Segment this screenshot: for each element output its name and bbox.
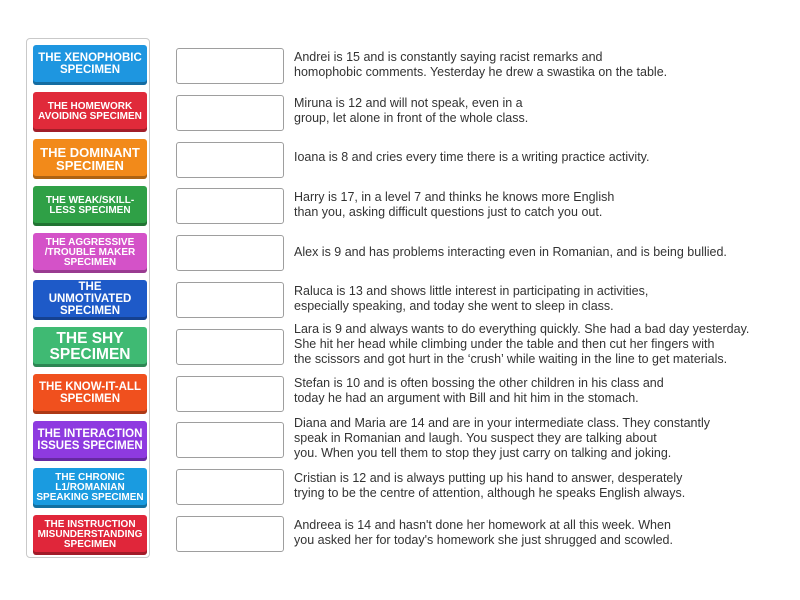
drop-box-9[interactable] (176, 422, 284, 458)
drop-box-7[interactable] (176, 329, 284, 365)
tile-unmotivated-specimen[interactable]: THE UNMOTIVATED SPECIMEN (33, 280, 147, 320)
tile-xenophobic-specimen[interactable]: THE XENOPHOBIC SPECIMEN (33, 45, 147, 85)
description-5: Alex is 9 and has problems interacting even in Romanian, and is being bullied. (294, 245, 727, 259)
drop-box-5[interactable] (176, 235, 284, 271)
description-8: Stefan is 10 and is often bossing the other children in his class and today he had an argument with Bill and hit him in the stomach. (294, 376, 664, 405)
description-7: Lara is 9 and always wants to do everything quickly. She had a bad day yesterday. She hit her head while climbing under the table and then cut her fingers with the scissors and got hurt in the ‘crush’ while waiting in the line to get materials. (294, 322, 750, 366)
drop-box-3[interactable] (176, 142, 284, 178)
tile-chronic-l1-romanian-speaking-specimen[interactable]: THE CHRONIC L1/ROMANIAN SPEAKING SPECIMEN (33, 468, 147, 508)
tile-interaction-issues-specimen[interactable]: THE INTERACTION ISSUES SPECIMEN (33, 421, 147, 461)
tile-dominant-specimen[interactable]: THE DOMINANT SPECIMEN (33, 139, 147, 179)
description-11: Andreea is 14 and hasn't done her homework at all this week. When you asked her for today's homework she just shrugged and scowled. (294, 518, 673, 547)
drop-box-10[interactable] (176, 469, 284, 505)
drop-box-6[interactable] (176, 282, 284, 318)
description-4: Harry is 17, in a level 7 and thinks he knows more English than you, asking difficult questions just to catch you out. (294, 190, 615, 219)
description-6: Raluca is 13 and shows little interest in participating in activities, especially speaking, and today she went to sleep in class. (294, 284, 649, 313)
tile-shy-specimen[interactable]: THE SHY SPECIMEN (33, 327, 147, 367)
drop-box-11[interactable] (176, 516, 284, 552)
tile-aggressive-trouble-maker-specimen[interactable]: THE AGGRESSIVE /TROUBLE MAKER SPECIMEN (33, 233, 147, 273)
description-9: Diana and Maria are 14 and are in your intermediate class. They constantly speak in Romanian and laugh. You suspect they are talking about you. When you tell them to stop they just carry on talking and joking. (294, 416, 710, 460)
drop-box-2[interactable] (176, 95, 284, 131)
description-10: Cristian is 12 and is always putting up his hand to answer, desperately trying to be the centre of attention, although he speaks English always. (294, 471, 686, 500)
tile-know-it-all-specimen[interactable]: THE KNOW-IT-ALL SPECIMEN (33, 374, 147, 414)
tile-weak-skill-less-specimen[interactable]: THE WEAK/SKILL-LESS SPECIMEN (33, 186, 147, 226)
description-2: Miruna is 12 and will not speak, even in a group, let alone in front of the whole class. (294, 96, 529, 125)
drop-box-1[interactable] (176, 48, 284, 84)
description-3: Ioana is 8 and cries every time there is a writing practice activity. (294, 150, 650, 164)
drop-box-4[interactable] (176, 188, 284, 224)
description-1: Andrei is 15 and is constantly saying racist remarks and homophobic comments. Yesterday he drew a swastika on the table. (294, 50, 668, 79)
answer-tiles-panel (26, 38, 150, 558)
drop-box-8[interactable] (176, 376, 284, 412)
tile-instruction-misunderstanding-specimen[interactable]: THE INSTRUCTION MISUNDERSTANDING SPECIMEN (33, 515, 147, 555)
tile-homework-avoiding-specimen[interactable]: THE HOMEWORK AVOIDING SPECIMEN (33, 92, 147, 132)
